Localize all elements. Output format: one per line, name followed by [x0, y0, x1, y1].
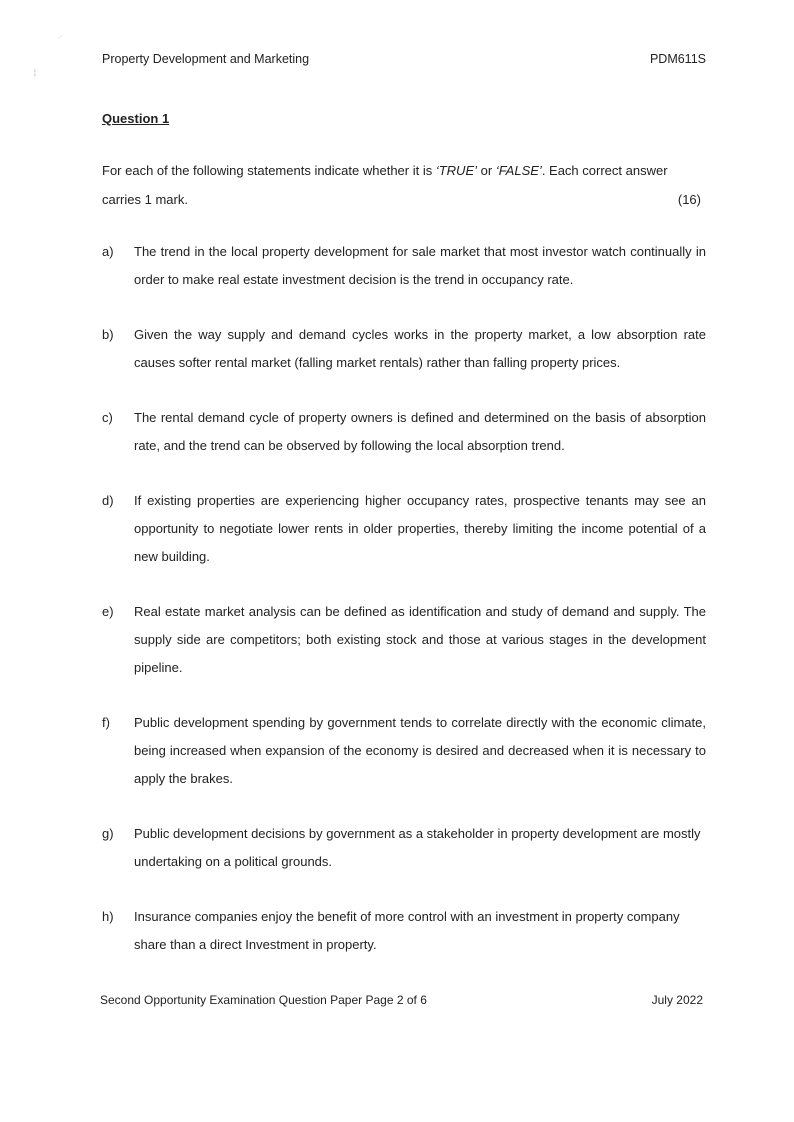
statement-letter: d): [102, 493, 114, 508]
statement-item: [102, 598, 706, 682]
statement-text: If existing properties are experiencing higher occupancy rates, prospective tenants may see an opportunity to negotiate lower rents in older properties, thereby limiting the income potential of a new building.: [134, 493, 706, 564]
false-keyword: ‘FALSE’: [495, 163, 542, 178]
header-course-code: PDM611S: [649, 52, 706, 66]
question-marks: (16): [677, 192, 701, 207]
statement-item: [102, 820, 706, 876]
instructions-text-end: . Each correct answer carries 1 mark.: [102, 163, 668, 207]
scan-speck: ¦: [34, 70, 36, 77]
statement-item: [102, 238, 706, 294]
instructions-or: or: [477, 163, 496, 178]
statement-item: [102, 404, 706, 460]
instructions-text-start: For each of the following statements indicate whether it is: [102, 163, 436, 178]
question-title: Question 1: [102, 111, 170, 126]
statement-letter: f): [102, 715, 110, 730]
footer-date: July 2022: [651, 993, 703, 1007]
footer-page-info: Second Opportunity Examination Question Paper Page 2 of 6: [100, 993, 427, 1007]
statement-item: [102, 321, 706, 377]
statement-text: Given the way supply and demand cycles works in the property market, a low absorption rate causes softer rental market (falling market rentals) rather than falling property prices.: [134, 327, 706, 370]
header-course-title: Property Development and Marketing: [102, 52, 310, 66]
statement-letter: b): [102, 327, 114, 342]
statement-letter: c): [102, 410, 113, 425]
statement-letter: h): [102, 909, 114, 924]
statement-text: Real estate market analysis can be defined as identification and study of demand and supply. The supply side are competitors; both existing stock and those at various stages in the development pipeline.: [134, 604, 706, 675]
statement-text: Public development spending by government tends to correlate directly with the economic climate, being increased when expansion of the economy is desired and decreased when it is necessary to apply the brakes.: [134, 715, 706, 786]
statement-text: Public development decisions by government as a stakeholder in property development are mostly undertaking on a political grounds.: [134, 826, 701, 869]
statement-list: [102, 238, 706, 986]
statement-text: The trend in the local property development for sale market that most investor watch continually in order to make real estate investment decision is the trend in occupancy rate.: [134, 244, 706, 287]
statement-text: Insurance companies enjoy the benefit of more control with an investment in property company share than a direct Investment in property.: [134, 909, 680, 952]
statement-letter: g): [102, 826, 114, 841]
statement-item: [102, 709, 706, 793]
statement-text: The rental demand cycle of property owners is defined and determined on the basis of absorption rate, and the trend can be observed by following the local absorption trend.: [134, 410, 706, 453]
statement-letter: e): [102, 604, 114, 619]
scan-speck: .·: [58, 33, 63, 40]
question-instructions: [102, 156, 706, 214]
statement-letter: a): [102, 244, 114, 259]
statement-item: [102, 903, 706, 959]
true-keyword: ‘TRUE’: [435, 163, 478, 178]
statement-item: [102, 487, 706, 571]
